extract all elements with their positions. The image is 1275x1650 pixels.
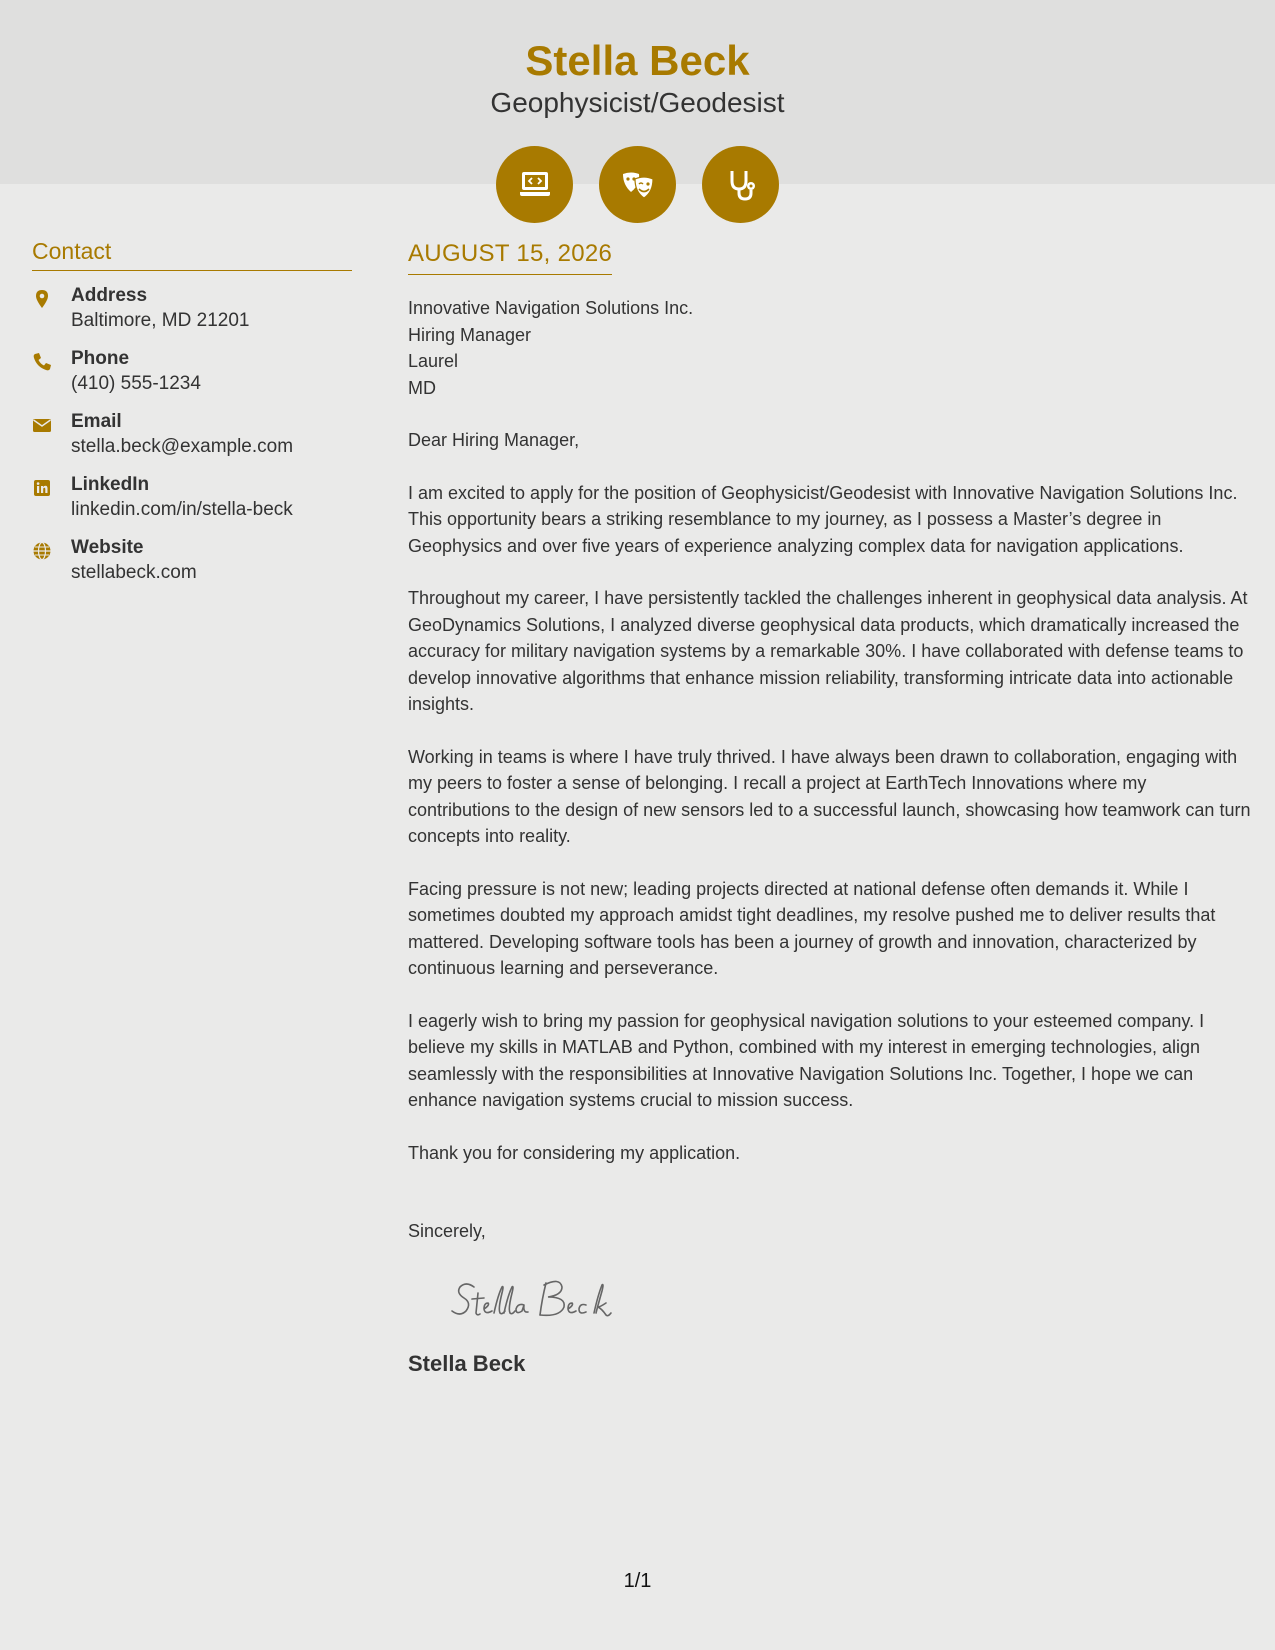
paragraph: Working in teams is where I have truly thrived. I have always been drawn to collaboration, engaging with my peers to foster a sense of belonging. I recall a project at EarthTech Innovations where my contributions to the design of new sensors led to a successful launch, showcasing how teamwork can turn concepts into reality. — [408, 746, 1251, 846]
linkedin-value[interactable]: linkedin.com/in/stella-beck — [71, 499, 293, 520]
recipient-role: Hiring Manager — [408, 324, 532, 345]
website-value[interactable]: stellabeck.com — [71, 562, 197, 583]
recipient-block — [408, 295, 1253, 401]
globe-icon — [32, 535, 71, 598]
contact-label: Email — [71, 411, 122, 432]
laptop-code-icon — [496, 146, 573, 223]
salutation: Dear Hiring Manager, — [408, 430, 580, 450]
contact-sidebar — [32, 238, 352, 598]
envelope-icon — [32, 409, 71, 472]
theater-masks-icon — [599, 146, 676, 223]
stethoscope-icon — [702, 146, 779, 223]
page-number: 1/1 — [623, 1570, 652, 1592]
phone-icon — [32, 346, 71, 409]
linkedin-icon — [32, 472, 71, 535]
contact-website — [32, 535, 352, 598]
paragraph: Thank you for considering my application. — [408, 1142, 741, 1163]
contact-label: LinkedIn — [71, 474, 150, 495]
contact-label: Website — [71, 537, 144, 558]
phone-value[interactable]: (410) 555-1234 — [71, 373, 201, 394]
applicant-name: Stella Beck — [525, 37, 750, 84]
interest-icons — [496, 146, 779, 223]
recipient-company: Innovative Navigation Solutions Inc. — [408, 298, 694, 318]
letter-body — [408, 240, 1253, 1377]
closing: Sincerely, — [408, 1221, 486, 1241]
paragraph: I am excited to apply for the position of Geophysicist/Geodesist with Innovative Navigation Solutions Inc. This opportunity bears a striking resemblance to my journey, as I possess a Master’s degree in Geophysics and over five years of experience analyzing complex data for navigation applications. — [408, 482, 1238, 556]
contact-label: Phone — [71, 348, 130, 369]
contact-label: Address — [71, 285, 148, 306]
paragraph: Facing pressure is not new; leading projects directed at national defense often demands it. While I sometimes doubted my approach amidst tight deadlines, my resolve pushed me to deliver results that mattered. Developing software tools has been a journey of growth and innovation, characterized by continuous learning and perseverance. — [408, 878, 1216, 978]
address-value: Baltimore, MD 21201 — [71, 310, 250, 331]
contact-heading: Contact — [32, 238, 352, 271]
letter-date: AUGUST 15, 2026 — [408, 240, 613, 267]
recipient-city: Laurel — [408, 351, 459, 371]
paragraph: I eagerly wish to bring my passion for geophysical navigation solutions to your esteemed company. I believe my skills in MATLAB and Python, combined with my interest in emerging technologies, align seamlessly with the responsibilities at Innovative Navigation Solutions Inc. Together, I hope we can enhance navigation systems crucial to mission success. — [408, 1010, 1205, 1110]
contact-phone — [32, 346, 352, 409]
email-value[interactable]: stella.beck@example.com — [71, 436, 294, 457]
job-title: Geophysicist/Geodesist — [490, 87, 785, 118]
contact-address — [32, 283, 352, 346]
contact-email — [32, 409, 352, 472]
recipient-state: MD — [408, 377, 436, 398]
contact-linkedin — [32, 472, 352, 535]
date-heading — [408, 240, 612, 275]
signer-name: Stella Beck — [408, 1350, 526, 1376]
map-pin-icon — [32, 283, 71, 346]
handwritten-signature — [448, 1265, 1253, 1335]
paragraph: Throughout my career, I have persistently tackled the challenges inherent in geophysical data analysis. At GeoDynamics Solutions, I analyzed diverse geophysical data products, which dramatically increased the accuracy for military navigation systems by a remarkable 30%. I have collaborated with defense teams to develop innovative algorithms that enhance mission reliability, transforming intricate data into actionable insights. — [408, 588, 1248, 714]
contact-list — [32, 283, 352, 598]
